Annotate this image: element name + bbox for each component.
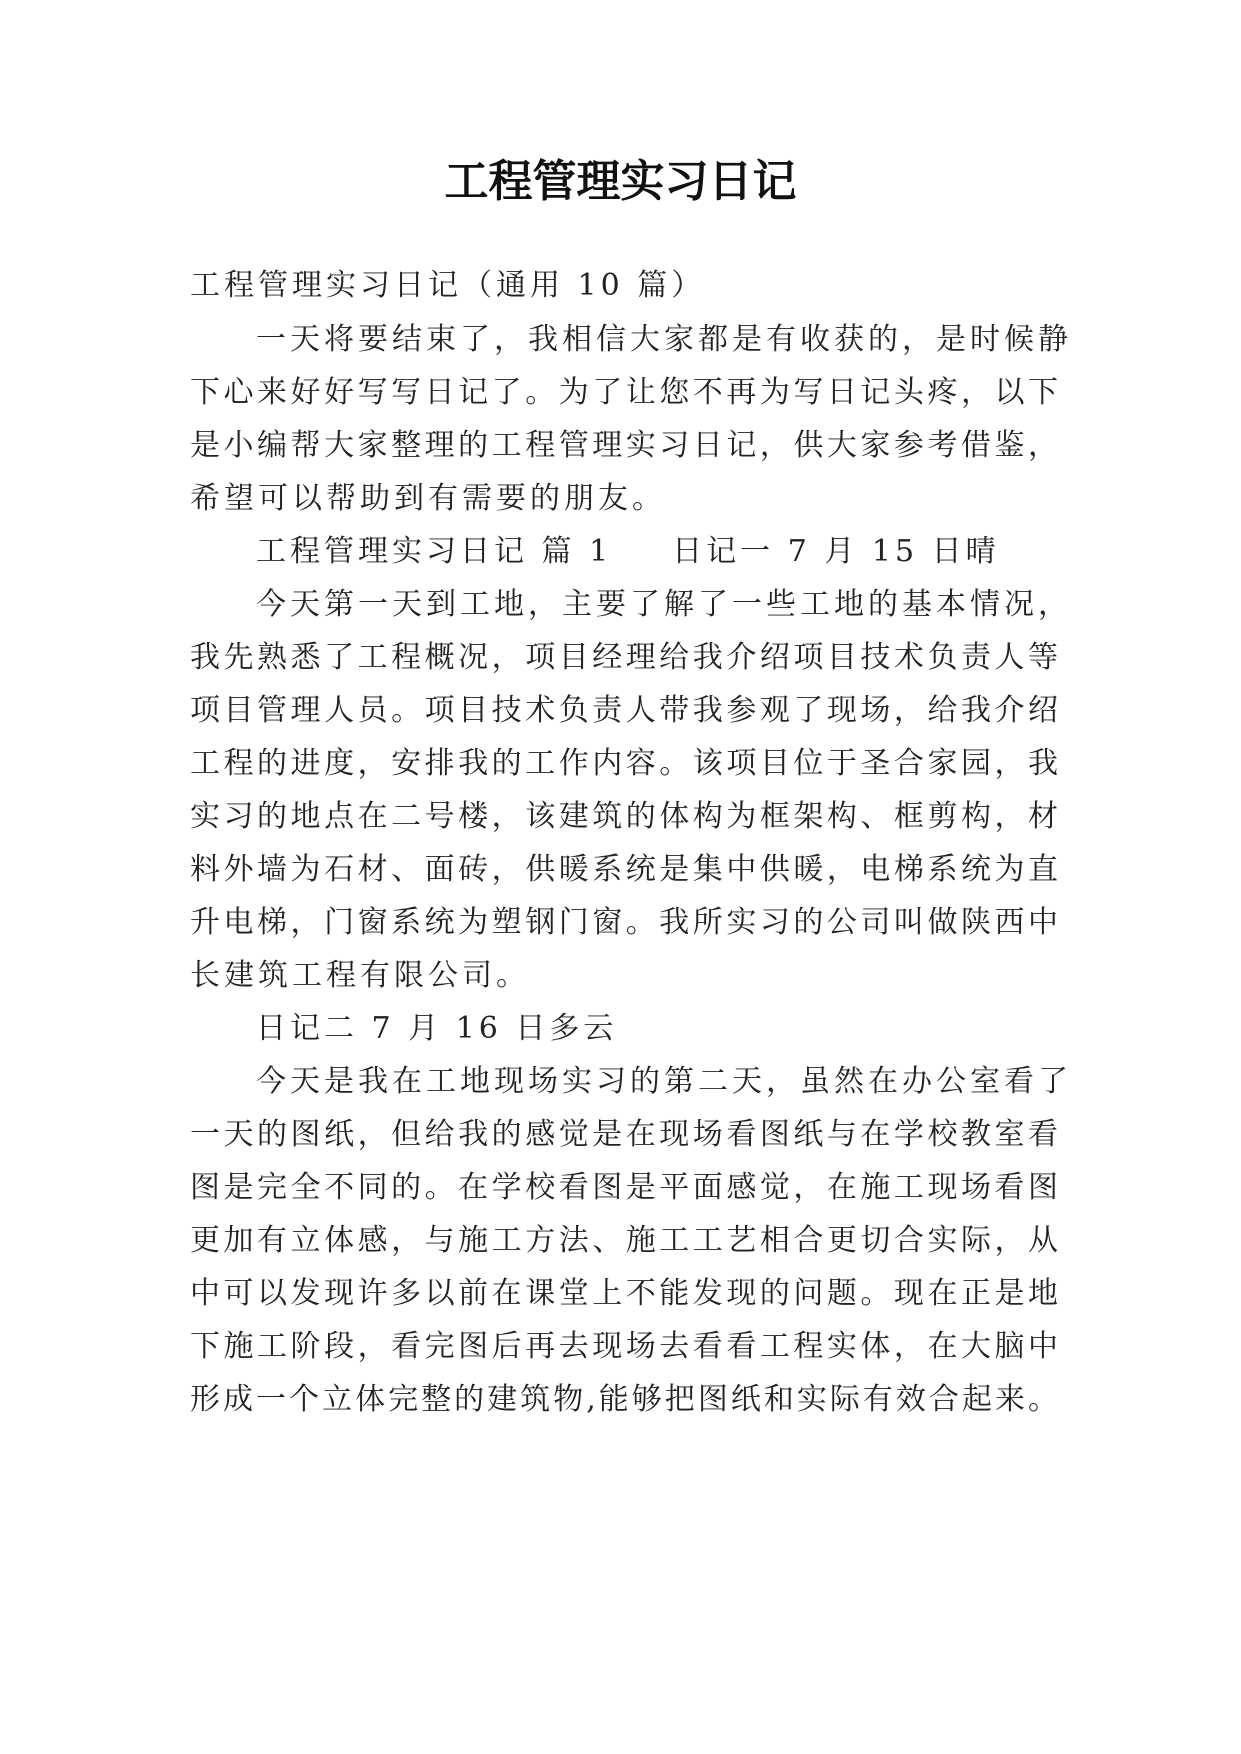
paragraph-line: 希望可以帮助到有需要的朋友。	[190, 481, 666, 516]
paragraph-line: 下施工阶段，看完图后再去现场去看看工程实体，在大脑中	[190, 1329, 1058, 1364]
paragraph-line: 实习的地点在二号楼，该建筑的体构为框架构、框剪构，材	[190, 799, 1058, 834]
entry-heading	[256, 532, 1000, 572]
paragraph-line: 今天是我在工地现场实习的第二天，虽然在办公室看了	[256, 1064, 1072, 1099]
entry-heading-date: 日记二 7 月 16 日多云	[256, 1011, 618, 1046]
paragraph-line: 升电梯，门窗系统为塑钢门窗。我所实习的公司叫做陕西中	[190, 905, 1058, 940]
paragraph-line: 今天第一天到工地，主要了解了一些工地的基本情况，	[256, 587, 1072, 622]
paragraph-line: 长建筑工程有限公司。	[190, 958, 530, 993]
entry-heading-date: 日记一 7 月 15 日晴	[672, 534, 1000, 569]
paragraph-line: 是小编帮大家整理的工程管理实习日记，供大家参考借鉴，	[190, 428, 1058, 463]
paragraph-line: 形成一个立体完整的建筑物,能够把图纸和实际有效合起来。	[190, 1382, 1058, 1417]
document-subtitle: 工程管理实习日记（通用 10 篇）	[190, 268, 706, 303]
paragraph-line: 图是完全不同的。在学校看图是平面感觉，在施工现场看图	[190, 1170, 1058, 1205]
paragraph-line: 工程的进度，安排我的工作内容。该项目位于圣合家园，我	[190, 746, 1058, 781]
entry-heading-title: 工程管理实习日记 篇 1	[256, 534, 613, 569]
paragraph-line: 一天的图纸，但给我的感觉是在现场看图纸与在学校教室看	[190, 1117, 1058, 1152]
paragraph-line: 我先熟悉了工程概况，项目经理给我介绍项目技术负责人等	[190, 640, 1058, 675]
paragraph-line: 更加有立体感，与施工方法、施工工艺相合更切合实际，从	[190, 1223, 1058, 1258]
document-title: 工程管理实习日记	[444, 156, 797, 207]
paragraph-line: 下心来好好写写日记了。为了让您不再为写日记头疼，以下	[190, 375, 1058, 410]
paragraph-line: 项目管理人员。项目技术负责人带我参观了现场，给我介绍	[190, 693, 1058, 728]
paragraph-line: 中可以发现许多以前在课堂上不能发现的问题。现在正是地	[190, 1276, 1058, 1311]
paragraph-line: 料外墙为石材、面砖，供暖系统是集中供暖，电梯系统为直	[190, 852, 1058, 887]
paragraph-line: 一天将要结束了，我相信大家都是有收获的，是时候静	[256, 322, 1072, 357]
